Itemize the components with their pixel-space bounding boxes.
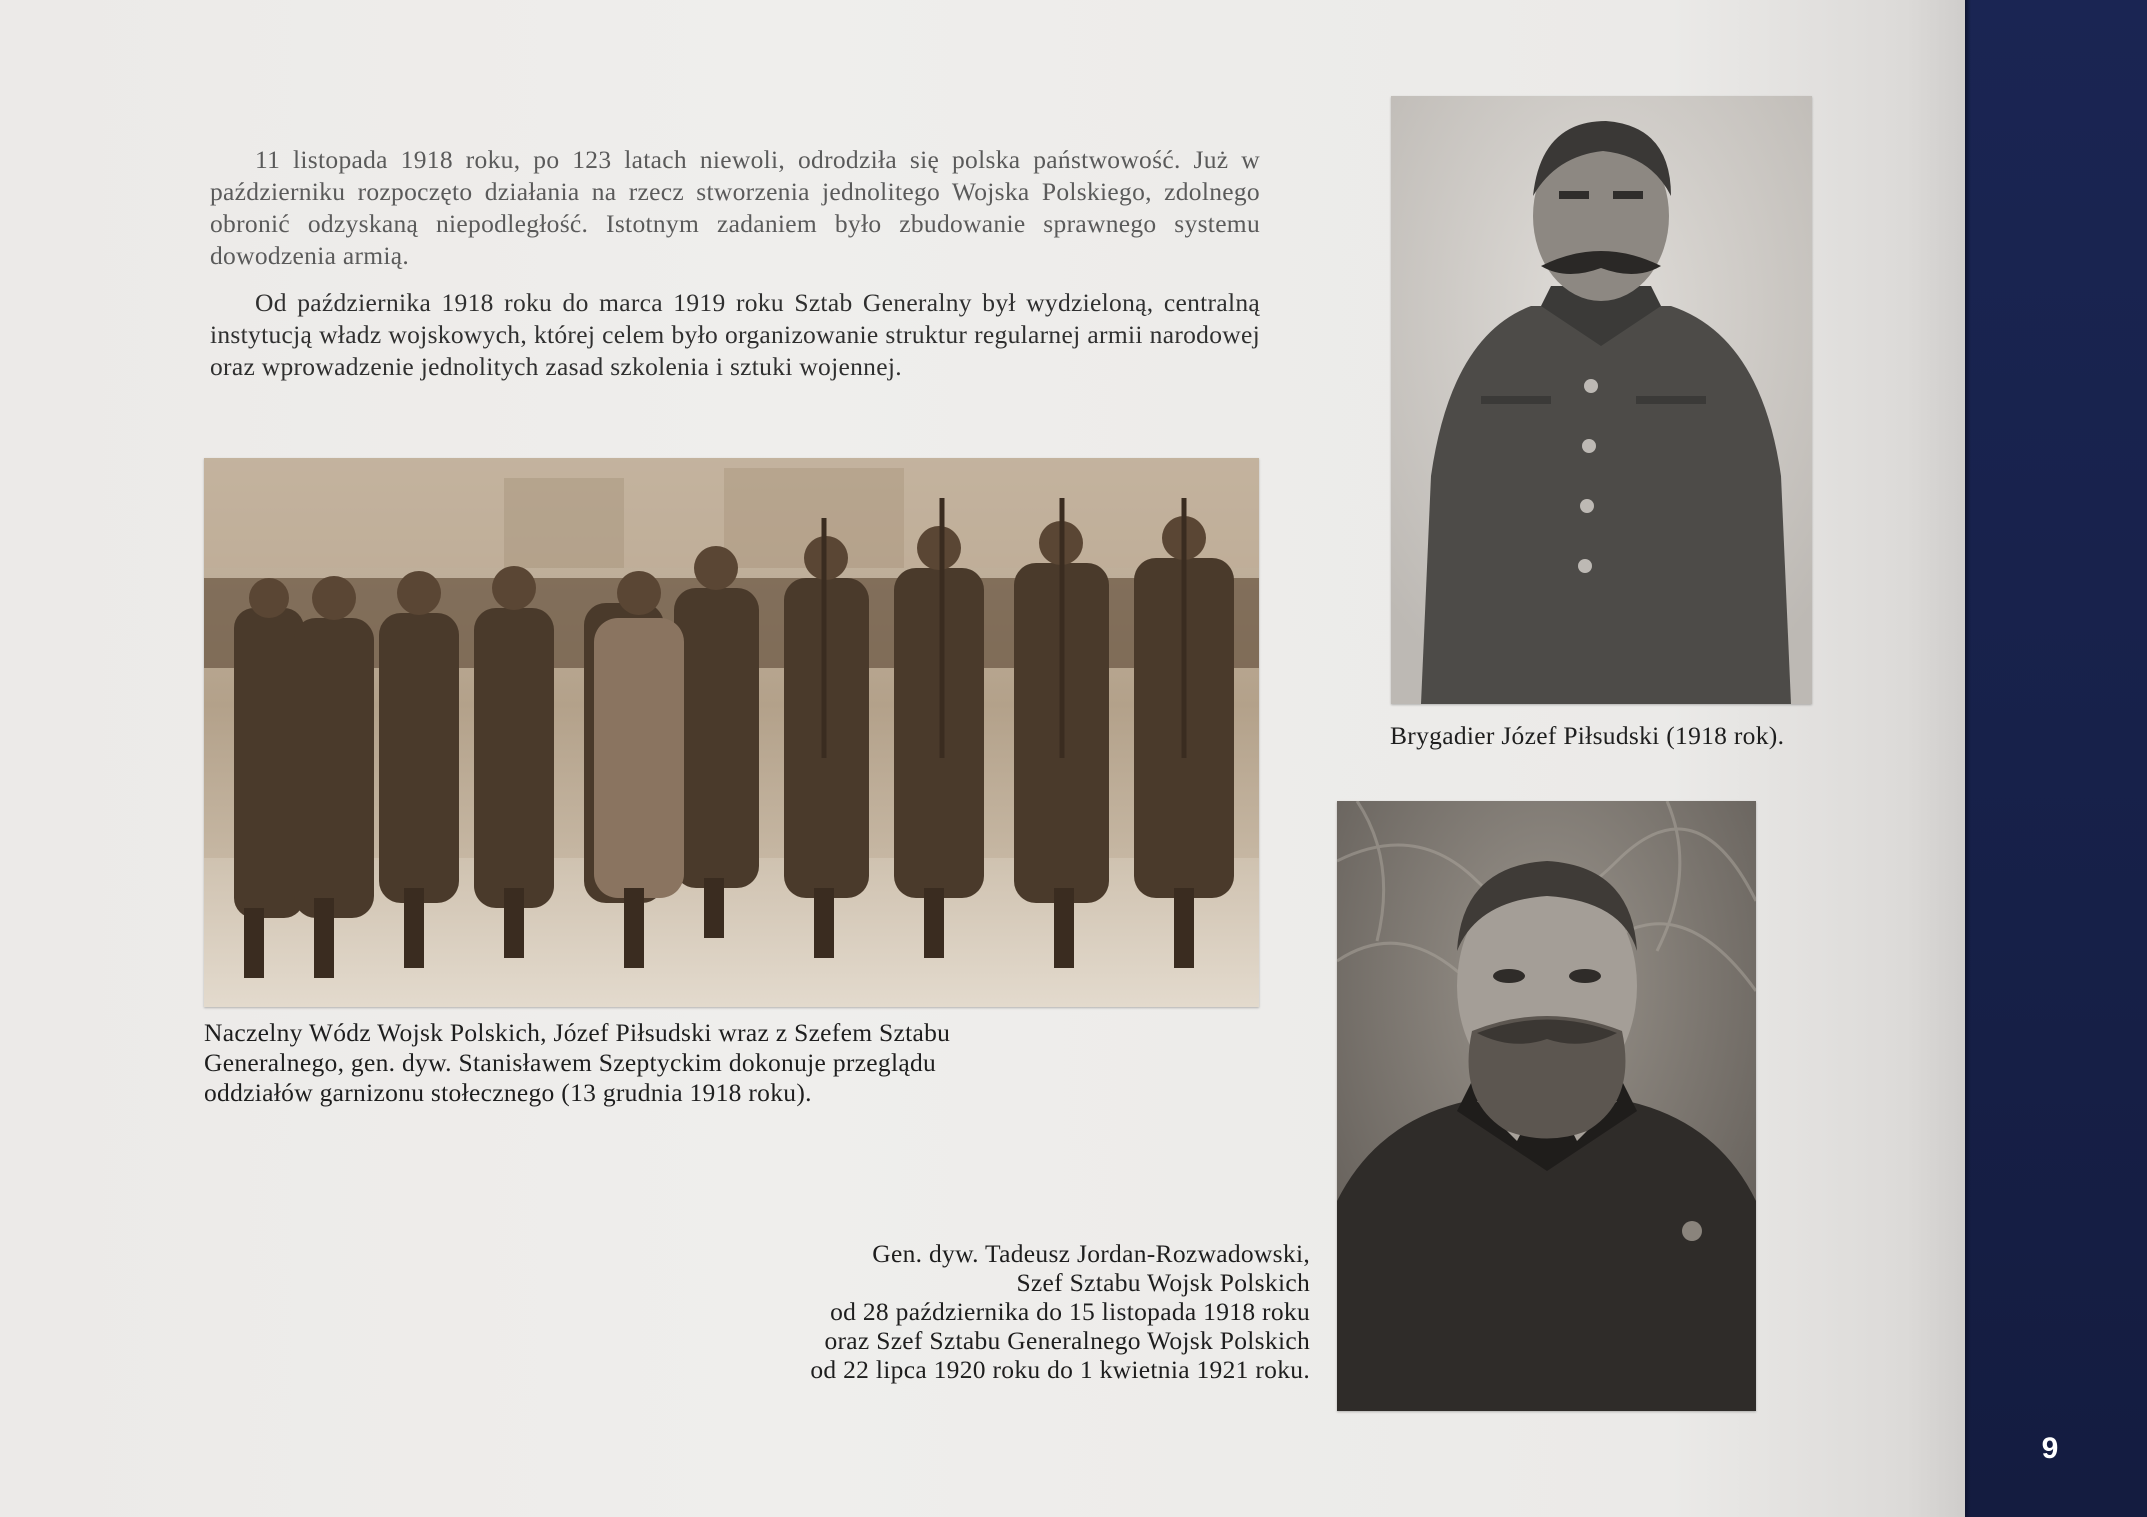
rozwadowski-caption [660, 1239, 1310, 1384]
parade-caption-line: Generalnego, gen. dyw. Stanisławem Szeptyckim dokonuje przeglądu [204, 1048, 937, 1077]
page-number: 9 [2041, 1432, 2059, 1465]
parade-photo [204, 458, 1259, 1007]
parade-caption-line: oddziałów garnizonu stołecznego (13 grudnia 1918 roku). [204, 1078, 812, 1107]
rozwadowski-caption-line: od 28 października do 15 listopada 1918 roku [830, 1297, 1310, 1326]
pilsudski-portrait-image [1391, 96, 1812, 704]
pilsudski-caption: Brygadier Józef Piłsudski (1918 rok). [1390, 721, 1785, 750]
general-staff-paragraph: Od października 1918 roku do marca 1919 roku Sztab Generalny był wydzieloną, centralną instytucją władz wojskowych, której celem było organizowanie struktur regularnej armii narodowej oraz wprowadzenie jednolitych zasad szkolenia i sztuki wojennej. [210, 288, 1260, 381]
parade-caption-line: Naczelny Wódz Wojsk Polskich, Józef Piłsudski wraz z Szefem Sztabu [204, 1018, 951, 1047]
rozwadowski-caption-line: oraz Szef Sztabu Generalnego Wojsk Polskich [824, 1326, 1310, 1355]
rozwadowski-portrait [1337, 801, 1756, 1411]
pilsudski-portrait [1391, 96, 1812, 704]
side-band [1965, 0, 2147, 1517]
parade-caption [204, 1018, 1104, 1108]
rozwadowski-caption-line: Gen. dyw. Tadeusz Jordan-Rozwadowski, [872, 1239, 1310, 1268]
parade-photo-image [204, 458, 1259, 1007]
intro-paragraph: 11 listopada 1918 roku, po 123 latach niewoli, odrodziła się polska państwowość. Już w październiku rozpoczęto działania na rzecz stworzenia jednolitego Wojska Polskiego, zdolnego obronić odzyskaną niepodległość. Istotnym zadaniem było zbudowanie sprawnego systemu dowodzenia armią. [210, 145, 1260, 270]
rozwadowski-caption-line: od 22 lipca 1920 roku do 1 kwietnia 1921 roku. [810, 1355, 1310, 1384]
rozwadowski-caption-line: Szef Sztabu Wojsk Polskich [1016, 1268, 1310, 1297]
rozwadowski-portrait-image [1337, 801, 1756, 1411]
